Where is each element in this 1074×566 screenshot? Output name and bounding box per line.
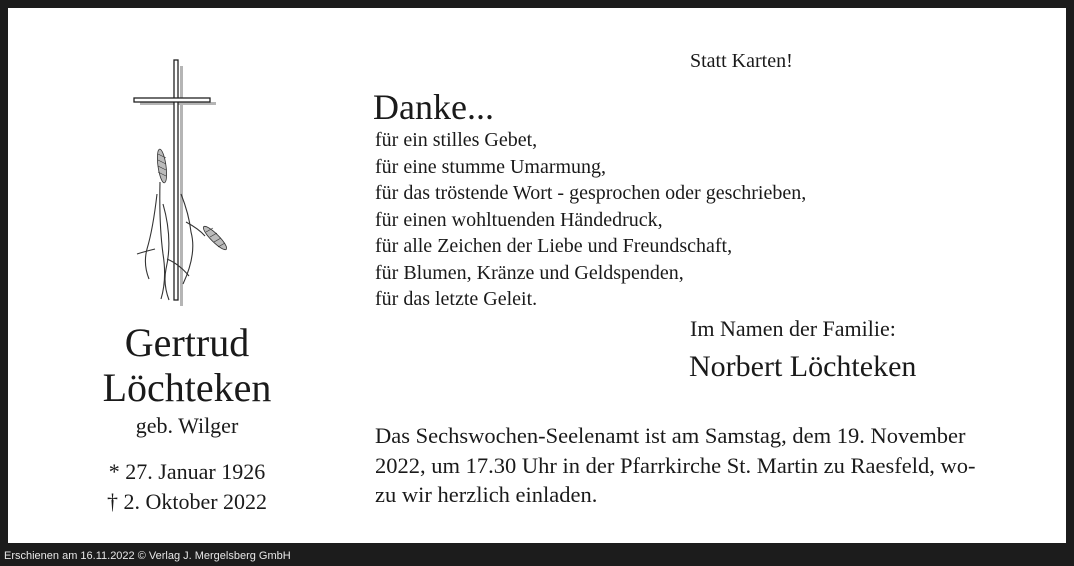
thanks-line: für alle Zeichen der Liebe und Freundschaft, xyxy=(375,235,733,257)
deceased-given-name: Gertrud xyxy=(124,320,250,365)
thanks-line: für eine stumme Umarmung, xyxy=(375,155,607,178)
signer-name: Norbert Löchteken xyxy=(689,350,917,383)
service-notice xyxy=(375,421,1045,510)
thanks-line: für einen wohltuenden Händedruck, xyxy=(375,208,663,231)
thanks-line: für Blumen, Kränze und Geldspenden, xyxy=(375,261,684,284)
thanks-line: für das letzte Geleit. xyxy=(375,288,538,310)
header-statt-karten: Statt Karten! xyxy=(690,50,793,72)
cross-with-wheat-icon xyxy=(133,54,233,310)
service-notice-line: Das Sechswochen-Seelenamt ist am Samstag, dem 19. November xyxy=(375,423,966,448)
obituary-card xyxy=(8,8,1066,543)
publication-footer: Erschienen am 16.11.2022 © Verlag J. Mergelsberg GmbH xyxy=(4,550,291,562)
deceased-maiden-name: geb. Wilger xyxy=(135,413,239,438)
thanks-line: für das tröstende Wort - gesprochen oder geschrieben, xyxy=(375,182,807,204)
thanks-list xyxy=(375,127,806,313)
service-notice-line: zu wir herzlich einladen. xyxy=(375,482,598,507)
birth-date: * 27. Januar 1926 xyxy=(108,459,266,484)
thanks-heading: Danke... xyxy=(373,87,494,127)
deceased-surname: Löchteken xyxy=(102,365,272,410)
service-notice-line: 2022, um 17.30 Uhr in der Pfarrkirche St. Martin zu Raesfeld, wo- xyxy=(375,452,976,478)
death-date: † 2. Oktober 2022 xyxy=(106,489,268,514)
thanks-line: für ein stilles Gebet, xyxy=(375,129,538,151)
on-behalf-label: Im Namen der Familie: xyxy=(690,316,896,341)
